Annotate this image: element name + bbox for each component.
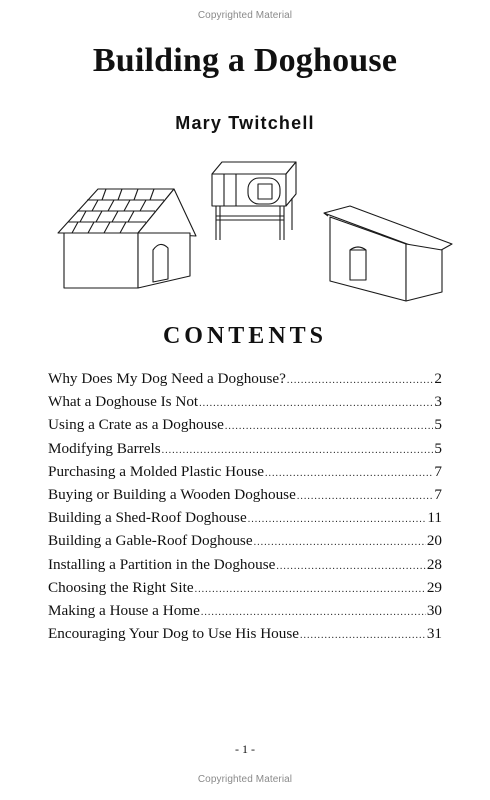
author-name: Mary Twitchell [175, 113, 315, 133]
toc-entry-title: Building a Shed-Roof Doghouse [48, 509, 247, 527]
dot-leader [276, 561, 425, 572]
dot-leader [300, 630, 426, 641]
gable-roof-doghouse-illustration [58, 189, 196, 288]
table-of-contents [48, 370, 442, 648]
toc-entry[interactable] [48, 463, 442, 486]
contents-heading: CONTENTS [162, 323, 328, 349]
toc-entry[interactable] [48, 602, 442, 625]
dot-leader [254, 537, 426, 548]
dot-leader [297, 491, 434, 502]
dot-leader [199, 398, 433, 409]
toc-entry-page: 7 [434, 462, 442, 480]
toc-entry-title: Building a Gable-Roof Doghouse [48, 532, 253, 550]
toc-entry-page: 30 [426, 601, 442, 619]
dot-leader [248, 514, 427, 525]
toc-entry-page: 3 [434, 393, 442, 411]
toc-entry-page: 7 [434, 485, 442, 503]
toc-entry-title: What a Doghouse Is Not [48, 393, 199, 411]
toc-entry-title: Encouraging Your Dog to Use His House [48, 625, 299, 643]
toc-entry[interactable] [48, 416, 442, 439]
copyright-watermark-bottom: Copyrighted Material [197, 774, 293, 785]
toc-entry[interactable] [48, 532, 442, 555]
toc-entry[interactable] [48, 625, 442, 648]
toc-entry[interactable] [48, 370, 442, 393]
crate-doghouse-illustration [212, 162, 296, 240]
toc-entry-title: Using a Crate as a Doghouse [48, 416, 224, 434]
toc-entry-title: Making a House a Home [48, 601, 200, 619]
doghouse-illustrations [40, 160, 460, 315]
dot-leader [287, 375, 434, 386]
dot-leader [201, 607, 426, 618]
toc-entry-page: 31 [426, 625, 442, 643]
toc-entry-page: 28 [426, 555, 442, 573]
toc-entry-title: Modifying Barrels [48, 439, 161, 457]
toc-entry[interactable] [48, 509, 442, 532]
toc-entry-page: 29 [426, 578, 442, 596]
toc-entry-page: 11 [427, 509, 442, 527]
toc-entry-page: 20 [426, 532, 442, 550]
dot-leader [162, 445, 434, 456]
toc-entry-title: Purchasing a Molded Plastic House [48, 462, 264, 480]
dot-leader [195, 584, 426, 595]
shed-roof-doghouse-illustration [324, 206, 452, 301]
toc-entry-page: 5 [434, 416, 442, 434]
page-number: - 1 - [235, 742, 255, 756]
toc-entry[interactable] [48, 486, 442, 509]
toc-entry[interactable] [48, 579, 442, 602]
toc-entry[interactable] [48, 440, 442, 463]
dot-leader [225, 421, 434, 432]
dot-leader [265, 468, 433, 479]
book-title: Building a Doghouse [92, 42, 398, 79]
toc-entry[interactable] [48, 556, 442, 579]
toc-entry-title: Buying or Building a Wooden Doghouse [48, 485, 296, 503]
toc-entry-page: 5 [434, 439, 442, 457]
toc-entry-page: 2 [434, 370, 442, 387]
toc-entry-title: Choosing the Right Site [48, 578, 194, 596]
toc-entry-title: Installing a Partition in the Doghouse [48, 555, 276, 573]
copyright-watermark-top: Copyrighted Material [197, 10, 293, 21]
toc-entry-title: Why Does My Dog Need a Doghouse? [48, 370, 286, 387]
toc-entry[interactable] [48, 393, 442, 416]
